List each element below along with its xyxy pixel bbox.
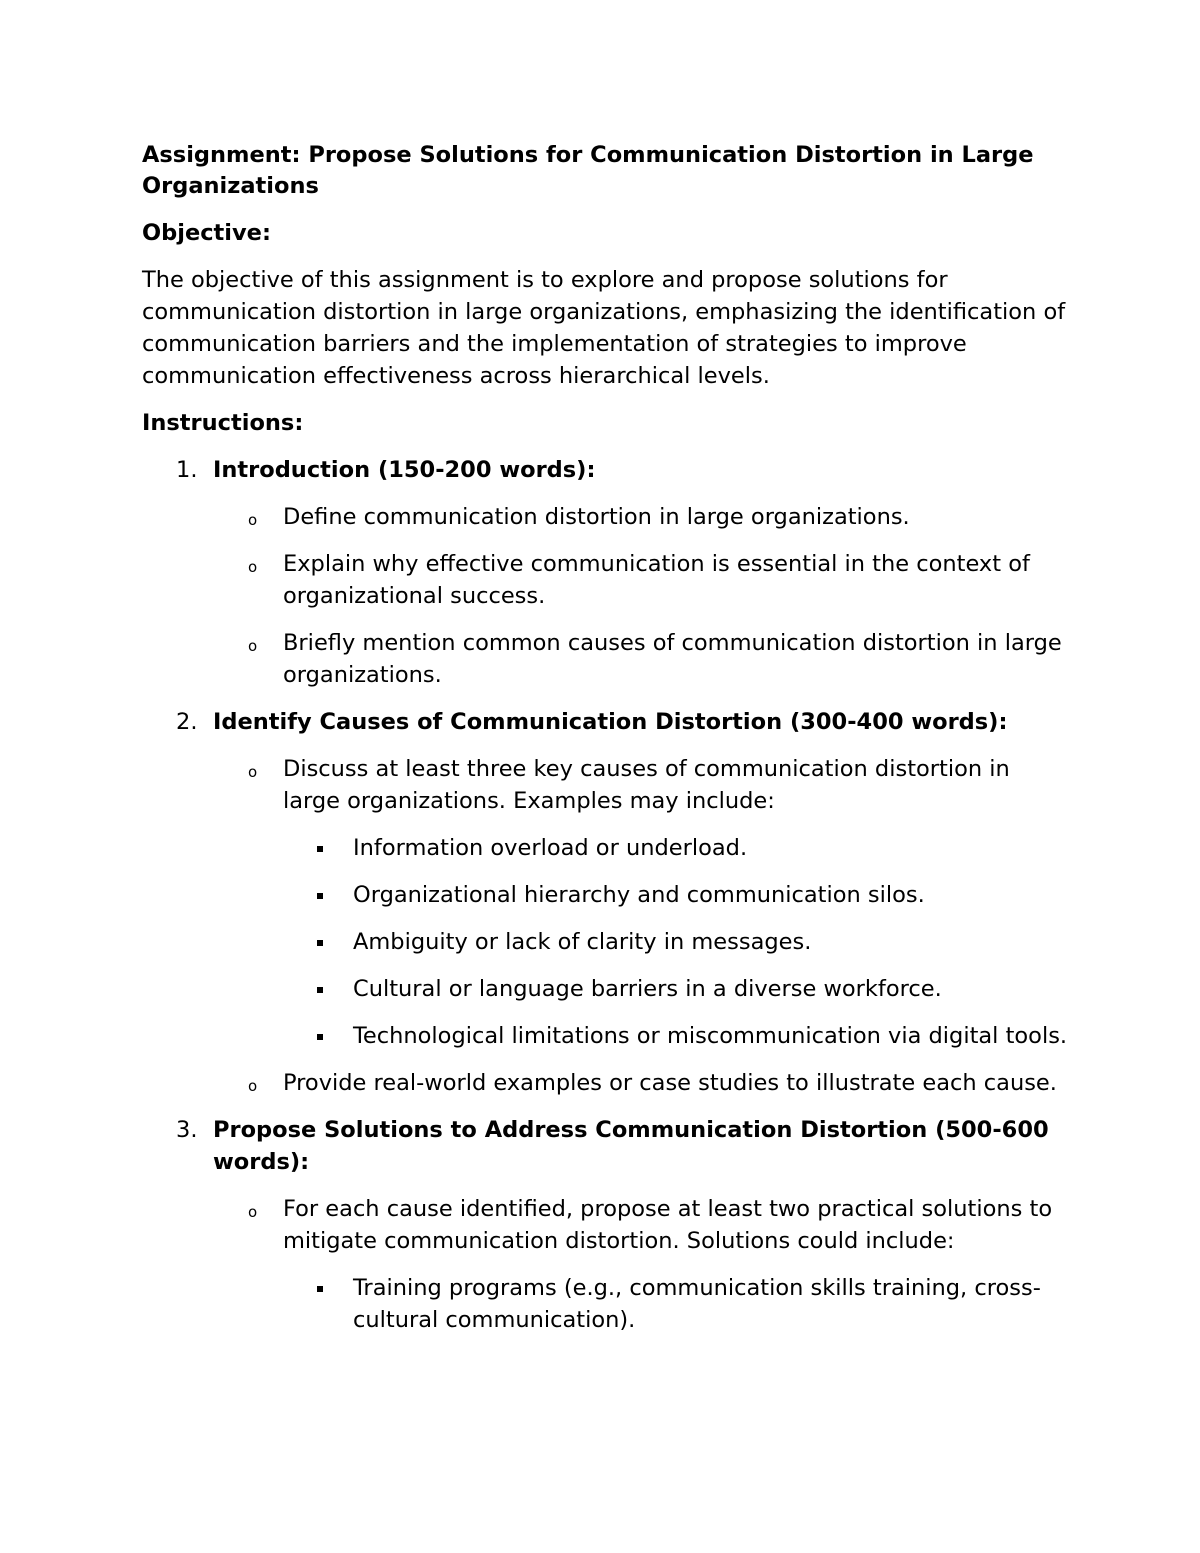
- list-item-text: Cultural or language barriers in a diverse workforce.: [353, 976, 942, 1002]
- document-title: Assignment: Propose Solutions for Communication Distortion in Large Organizations: [142, 142, 1034, 199]
- circle-bullet-icon: o: [248, 637, 258, 655]
- list-item-text: For each cause identified, propose at least two practical solutions to mitigate communication distortion. Solutions could include:: [283, 1196, 1053, 1254]
- list-item: [142, 832, 1072, 864]
- section-2-number: 2.: [176, 709, 198, 735]
- list-item: [142, 926, 1072, 958]
- objective-heading: Objective:: [142, 220, 271, 246]
- list-item-text: Provide real-world examples or case studies to illustrate each cause.: [283, 1070, 1057, 1096]
- square-bullet-icon: [317, 893, 323, 899]
- square-bullet-icon: [317, 987, 323, 993]
- section-1-number: 1.: [176, 457, 198, 483]
- section-3-number: 3.: [176, 1117, 198, 1143]
- instructions-heading: Instructions:: [142, 410, 304, 436]
- list-item-text: Discuss at least three key causes of communication distortion in large organizations. Examples may include:: [283, 756, 1010, 814]
- section-3-title: Propose Solutions to Address Communication Distortion (500-600 words):: [213, 1117, 1049, 1175]
- list-item-text: Technological limitations or miscommunication via digital tools.: [353, 1023, 1068, 1049]
- list-item-text: Ambiguity or lack of clarity in messages.: [353, 929, 812, 955]
- section-2-title: Identify Causes of Communication Distortion (300-400 words):: [213, 709, 1008, 735]
- circle-bullet-icon: o: [248, 511, 258, 529]
- list-item: [142, 1020, 1072, 1052]
- list-item: [142, 501, 1072, 533]
- square-bullet-icon: [317, 940, 323, 946]
- list-item-text: Information overload or underload.: [353, 835, 748, 861]
- circle-bullet-icon: o: [248, 763, 258, 781]
- section-2-heading: [142, 706, 1072, 738]
- list-item: [142, 1272, 1072, 1336]
- square-bullet-icon: [317, 846, 323, 852]
- list-item: [142, 879, 1072, 911]
- list-item-text: Organizational hierarchy and communication silos.: [353, 882, 925, 908]
- section-1-title: Introduction (150-200 words):: [213, 457, 596, 483]
- list-item-text: Training programs (e.g., communication skills training, cross-cultural communication).: [353, 1275, 1041, 1333]
- circle-bullet-icon: o: [248, 1077, 258, 1095]
- square-bullet-icon: [317, 1286, 323, 1292]
- list-item: [142, 753, 1072, 817]
- list-item-text: Define communication distortion in large organizations.: [283, 504, 910, 530]
- section-1-heading: [142, 454, 1072, 486]
- list-item: [142, 1193, 1072, 1257]
- list-item: [142, 973, 1072, 1005]
- list-item: [142, 1067, 1072, 1099]
- square-bullet-icon: [317, 1034, 323, 1040]
- list-item-text: Explain why effective communication is essential in the context of organizational success.: [283, 551, 1030, 609]
- objective-text: The objective of this assignment is to explore and propose solutions for communication distortion in large organizations, emphasizing the identification of communication barriers and the implementation of strategies to improve communication effectiveness across hierarchical levels.: [142, 267, 1066, 389]
- list-item: [142, 627, 1072, 691]
- document-page: [142, 140, 1072, 1351]
- section-3-heading: [142, 1114, 1072, 1178]
- circle-bullet-icon: o: [248, 1203, 258, 1221]
- circle-bullet-icon: o: [248, 558, 258, 576]
- list-item-text: Briefly mention common causes of communication distortion in large organizations.: [283, 630, 1062, 688]
- list-item: [142, 548, 1072, 612]
